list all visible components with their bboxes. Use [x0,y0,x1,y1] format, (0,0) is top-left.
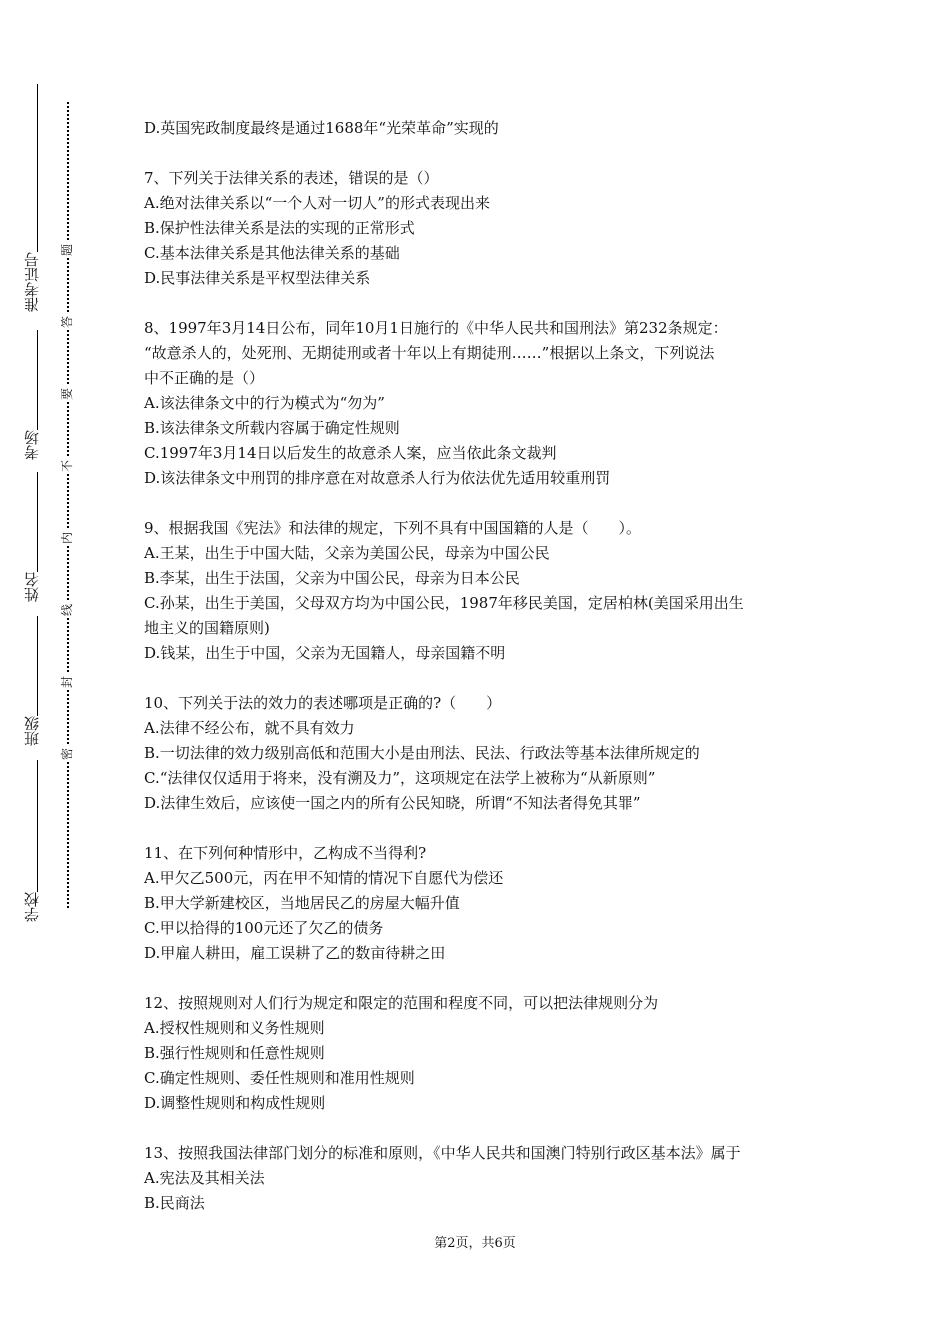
option-line: 地主义的国籍原则) [144,619,270,637]
option-line: B.该法律条文所载内容属于确定性规则 [144,419,400,437]
seal-char: 不 [60,460,74,473]
seal-dotted-line [67,102,69,908]
option-line: B.保护性法律关系是法的实现的正常形式 [144,219,415,237]
option-line: D.民事法律关系是平权型法律关系 [144,269,371,287]
name-label: 姓名 [23,572,41,602]
seal-char: 封 [60,676,74,689]
option-line: C.基本法律关系是其他法律关系的基础 [144,244,400,262]
question-stem: 7、下列关于法律关系的表述，错误的是（） [144,169,439,187]
option-line: B.李某，出生于法国，父亲为中国公民，母亲为日本公民 [144,569,520,587]
option-line: D.调整性规则和构成性规则 [144,1094,326,1112]
option-line: C.孙某，出生于美国，父母双方均为中国公民，1987年移民美国，定居柏林(美国采用出生 [144,594,744,612]
school-line [37,760,38,892]
question-11 [144,841,824,966]
seal-char: 题 [60,244,74,257]
question-12 [144,991,824,1116]
option-line: C.甲以拾得的100元还了欠乙的债务 [144,919,384,937]
question-stem: 10、下列关于法的效力的表述哪项是正确的?（ ） [144,694,502,712]
exam-number-label: 准考证号 [23,252,41,312]
exam-room-line [37,330,38,430]
class-line [37,616,38,716]
option-line: B.甲大学新建校区，当地居民乙的房屋大幅升值 [144,894,460,912]
option-line: C.确定性规则、委任性规则和准用性规则 [144,1069,415,1087]
option-line: D.该法律条文中刑罚的排序意在对故意杀人行为依法优先适用较重刑罚 [144,469,611,487]
seal-char: 内 [60,532,74,545]
option-line: A.王某，出生于中国大陆，父亲为美国公民，母亲为中国公民 [144,544,550,562]
question-8 [144,316,824,491]
name-line [37,472,38,572]
exam-content [144,116,824,1241]
question-stem: 12、按照规则对人们行为规定和限定的范围和程度不同，可以把法律规则分为 [144,994,659,1012]
question-stem: “故意杀人的，处死刑、无期徒刑或者十年以上有期徒刑……”根据以上条文，下列说法 [144,344,715,362]
exam-room-label: 考场 [23,430,41,460]
option-line: C.“法律仅仅适用于将来，没有溯及力”，这项规定在法学上被称为“从新原则” [144,769,656,787]
school-label: 学校 [23,892,41,922]
question-stem: 8、1997年3月14日公布，同年10月1日施行的《中华人民共和国刑法》第232条规定： [144,319,728,337]
question-7 [144,166,824,291]
option-line: B.民商法 [144,1194,205,1212]
option-line: D.英国宪政制度最终是通过1688年“光荣革命”实现的 [144,119,499,137]
question-13 [144,1141,824,1216]
option-line: A.绝对法律关系以“一个人对一切人”的形式表现出来 [144,194,490,212]
option-line: D.法律生效后，应该使一国之内的所有公民知晓，所谓“不知法者得免其罪” [144,794,641,812]
option-line: D.钱某，出生于中国，父亲为无国籍人，母亲国籍不明 [144,644,506,662]
option-line: A.授权性规则和义务性规则 [144,1019,325,1037]
carry-over-option [144,116,824,141]
option-line: B.强行性规则和任意性规则 [144,1044,325,1062]
class-label: 班级 [23,716,41,746]
question-9 [144,516,824,666]
option-line: A.甲欠乙500元，丙在甲不知情的情况下自愿代为偿还 [144,869,504,887]
option-line: A.法律不经公布，就不具有效力 [144,719,355,737]
seal-char: 密 [60,748,74,761]
page-number-footer: 第2页，共6页 [434,1236,516,1251]
seal-char: 要 [60,388,74,401]
question-stem: 9、根据我国《宪法》和法律的规定，下列不具有中国国籍的人是（ ）。 [144,519,642,537]
question-10 [144,691,824,816]
option-line: C.1997年3月14日以后发生的故意杀人案，应当依此条文裁判 [144,444,557,462]
option-line: D.甲雇人耕田，雇工误耕了乙的数亩待耕之田 [144,944,446,962]
question-stem: 中不正确的是（） [144,369,265,387]
question-stem: 13、按照我国法律部门划分的标准和原则，《中华人民共和国澳门特别行政区基本法》属于 [144,1144,741,1162]
option-line: A.该法律条文中的行为模式为“勿为” [144,394,385,412]
seal-char: 线 [60,604,74,617]
option-line: B.一切法律的效力级别高低和范围大小是由刑法、民法、行政法等基本法律所规定的 [144,744,700,762]
question-stem: 11、在下列何种情形中，乙构成不当得利? [144,844,427,862]
option-line: A.宪法及其相关法 [144,1169,265,1187]
seal-char: 答 [60,316,74,329]
exam-number-line [37,84,38,252]
